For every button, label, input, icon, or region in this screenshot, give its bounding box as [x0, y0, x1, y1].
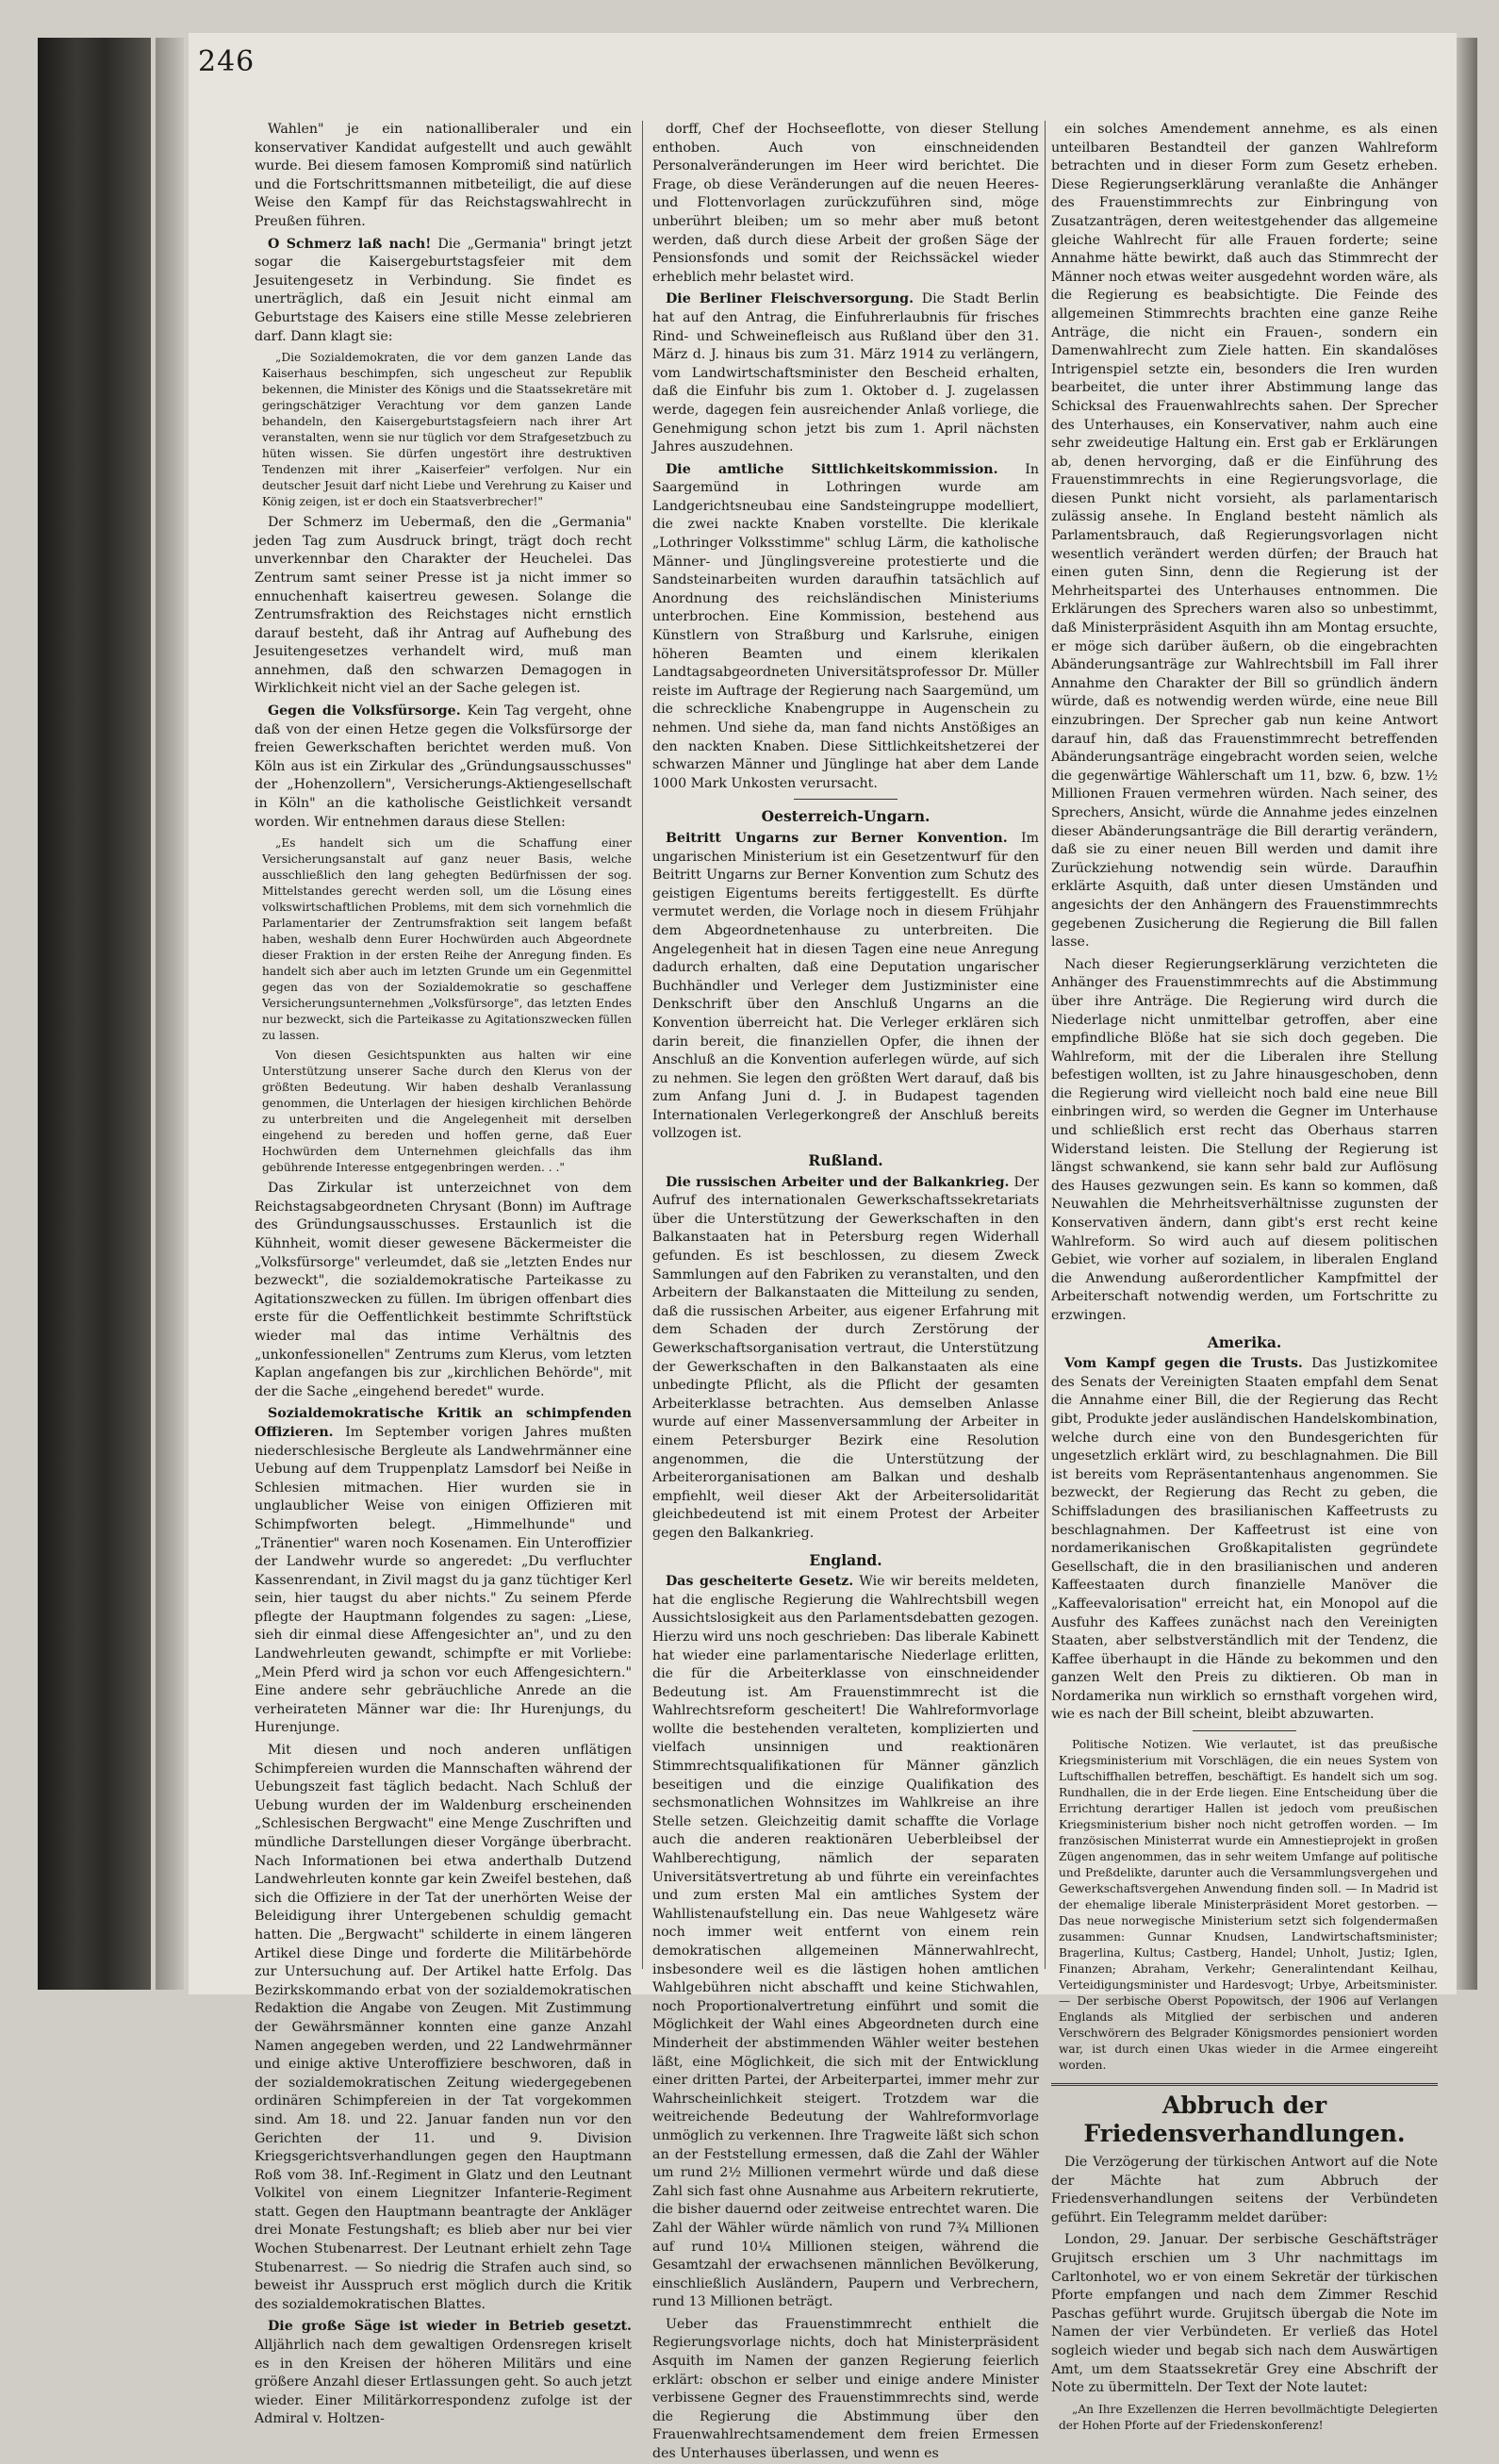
- column-1: [255, 121, 633, 2427]
- book-binding: [38, 38, 151, 1990]
- divider: [794, 799, 898, 800]
- paragraph: [652, 830, 1039, 1144]
- binding-gutter: [156, 38, 184, 1990]
- paragraph: [652, 1573, 1039, 2312]
- paragraph: [652, 1174, 1039, 1544]
- quote: „Es handelt sich um die Schaffung einer Versicherungsanstalt auf ganz neuer Basis, welche ausschließlich den lang gehegten Bedürfnissen der sog. Mittelstandes gerecht werden soll, um die Lösung eines volkswirtschaftlichen Problems, mit dem sich vornehmlich die Parlamentarier der Zentrumsfraktion seit langem befaßt haben, weshalb denn Eurer Hochwürden auch Abgeordnete dieser Fraktion in der ersten Reihe der Anregung finden. Es handelt sich aber auch im letzten Grunde um ein Gegenmittel gegen das von der Sozialdemokratie so geschaffene Versicherungsunternehmen „Volksfürsorge", das letzten Endes nur bezweckt, sich die Parteikasse zu Agitationszwecken füllen zu lassen.: [262, 836, 632, 1043]
- paragraph-text: Wie wir bereits meldeten, hat die englische Regierung die Wahlrechtsbill wegen Aussichtslosigkeit aus den Parlamentsdebatten gezogen. Hierzu wird uns noch geschrieben: Das liberale Kabinett hat wieder eine parlamentarische Niederlage erlitten, die für die Arbeiterklasse von einschneidender Bedeutung ist. Am Frauenstimmrecht ist die Wahlrechtsreform gescheitert! Die Wahlreformvorlage wollte die bestehenden veralteten, komplizierten und vielfach unsinnigen und reaktionären Stimmrechtsqualifikationen für Männer gänzlich beseitigen und die einzige Qualifikation des sechsmonatlichen Wohnsitzes im Wahlkreise an ihre Stelle setzen. Gleichzeitig damit schaffte die Vorlage auch die anderen reaktionären Ueberbleibsel der Wahlberechtigung, nämlich der separaten Universitätsvertretung ab und führte ein vereinfachtes und zum ersten Mal ein amtliches System der Wahllistenaufstellung ein. Das neue Wahlgesetz wäre noch immer weit entfernt von einem rein demokratischen allgemeinen Männerwahlrecht, insbesondere weil es die lästigen hohen amtlichen Wahlgebühren nicht abschafft und keine Stichwahlen, noch Proportionalvertretung einführt und somit die Möglichkeit der Wahl eines Abgeordneten durch eine Minderheit der abstimmenden Wähler weiter bestehen läßt, eine Möglichkeit, die sich mit der Entwicklung einer dritten Partei, der Arbeiterpartei, immer mehr zur Wahrscheinlichkeit steigert. Trotzdem war die weitreichende Bedeutung der Wahlreformvorlage unmöglich zu verkennen. Ihre Tragweite läßt sich schon an der Feststellung ermessen, daß die Zahl der Wähler um rund 2½ Millionen vermehrt würde und daß diese Zahl sich fast ohne Ausnahme aus Arbeitern rekrutierte, die bisher dauernd oder zeitweise entrechtet waren. Die Zahl der Wähler würde nämlich von rund 7¾ Millionen auf rund 10¼ Millionen steigen, während die Gesamtzahl der erwachsenen männlichen Bevölkerung, einschließlich Ausländern, Paupern und Verbrechern, rund 13 Millionen beträgt.: [652, 1574, 1040, 2310]
- paragraph: Nach dieser Regierungserklärung verzichteten die Anhänger des Frauenstimmrechts auf die Abstimmung über ihre Anträge. Die Regierung wird durch die Niederlage nicht unmittelbar getroffen, aber eine empfindliche Blöße hat sie sich doch gegeben. Die Wahlreform, mit der die Liberalen ihre Stellung befestigen wollten, ist zu Jahre hinausgeschoben, denn die Regierung wird vielleicht noch bald eine neue Bill einbringen wird, so werden die Gegner im Unterhause und schließlich erst recht das Oberhaus starren Widerstand leisten. Die Stellung der Regierung ist längst schwankend, sie kann sehr bald zur Auflösung des Hauses gezwungen sein. Es kann so kommen, daß Neuwahlen die Mehrheitsverhältnisse zugunsten der Konservativen ändern, dann gibt's erst recht keine Wahlreform. So wird auch auf diesem politischen Gebiet, wie vorher auf sozialem, in liberalen England die Anwendung außerordentlicher Kampfmittel der Arbeiterschaft notwendig werden, um Fortschritte zu erzwingen.: [1051, 956, 1438, 1323]
- paragraph: Die Verzögerung der türkischen Antwort auf die Note der Mächte hat zum Abbruch der Friedensverhandlungen seitens der Verbündeten geführt. Ein Telegramm meldet darüber:: [1051, 2155, 1438, 2225]
- column-rule: [642, 121, 643, 1969]
- article-heading: Das gescheiterte Gesetz.: [666, 1574, 854, 1590]
- paragraph: dorff, Chef der Hochseeflotte, von dieser Stellung enthoben. Auch von einschneidenden Personalveränderungen im Heer wird berichtet. Die Frage, ob diese Veränderungen auf die neuen Heeres- und Flottenvorlagen zurückzuführen sind, möge unberührt bleiben; um so mehr aber muß betont werden, daß durch diese Arbeit der großen Säge der Pensionsfonds und somit der Reichssäckel wieder erheblich mehr belastet wird.: [652, 122, 1039, 285]
- paragraph-text: Das Justizkomitee des Senats der Vereinigten Staaten empfahl dem Senat die Annahme einer Bill, die der Regierung das Recht gibt, Produkte jeder ausländischen Handelskombination, welche durch eine von den Bundesgerichten für ungesetzlich erklärt wird, zu beschlagnahmen. Die Bill ist bereits vom Repräsentantenhaus angenommen. Sie bezweckt, der Regierung das Recht zu geben, die Schiffsladungen des brasilianischen Kaffeetrusts zu beschlagnahmen. Der Kaffeetrust ist eine von nordamerikanischen Großkapitalisten gegründete Gesellschaft, die in den brasilianischen und anderen Kaffeestaaten durch finanzielle Manöver die „Kaffeevalorisation" erreicht hat, ein Monopol auf die Ausfuhr des Kaffees zunächst nach den Vereinigten Staaten, aber selbstverständlich mit der Tendenz, die Kaffee überhaupt in die Hände zu bekommen und den ganzen Welt den Preis zu diktieren. Ob man in Nordamerika nun wirklich so ernsthaft vorgehen wird, wie es nach der Bill scheint, bleibt abzuwarten.: [1051, 1356, 1438, 1723]
- article-heading: O Schmerz laß nach!: [268, 236, 432, 252]
- article-heading: Gegen die Volksfürsorge.: [268, 703, 461, 719]
- section-title: England.: [809, 1550, 882, 1569]
- column-2: [652, 121, 1040, 2462]
- paragraph: [255, 236, 632, 347]
- divider: [1193, 1730, 1296, 1731]
- paragraph-text: Der Aufruf des internationalen Gewerkschaftssekretariats über die Unterstützung der Gewerkschaften in den Balkanstaaten hat in Petersburg regen Widerhall gefunden. Es ist beschlossen, zu diesem Zweck Sammlungen auf den Fabriken zu veranstalten, und den Arbeitern der Balkanstaaten die Mitteilung zu senden, daß die russischen Arbeiter, aus eigener Erfahrung mit dem Schaden der durch Zerstörung der Gewerkschaftsorganisation vertraut, die Unterstützung der Gewerkschaften in den Balkanstaaten als eine unbedingte Pflicht, als die Pflicht der gesamten Arbeiterklasse betrachten. Aus demselben Anlasse wurde auf einer Massenversammlung der Arbeiter in einem Petersburger Bezirk eine Resolution angenommen, die die Unterstützung der Arbeiterorganisationen am Balkan und deshalb empfiehlt, weil dieser Akt der Arbeitersolidarität gleichbedeutend ist mit einem Protest der Arbeiter gegen den Balkankrieg.: [652, 1174, 1039, 1541]
- article-heading: Vom Kampf gegen die Trusts.: [1064, 1356, 1303, 1372]
- section-title: Oesterreich-Ungarn.: [761, 807, 931, 826]
- paragraph-text: Kein Tag vergeht, ohne daß von der einen Hetze gegen die Volksfürsorge der freien Gewerkschaften berichtet werden muß. Von Köln aus ist ein Zirkular des „Gründungsausschusses" der „Hohenzollern", Versicherungs-Aktiengesellschaft in Köln" an die katholische Geistlichkeit versandt worden. Wir entnehmen daraus diese Stellen:: [255, 703, 632, 830]
- column-rule: [1045, 121, 1046, 1969]
- article-heading: Beitritt Ungarns zur Berner Konvention.: [666, 830, 1008, 846]
- paragraph: Wahlen" je ein nationalliberaler und ein konservativer Kandidat aufgestellt und auch gewählt wurde. Bei diesem famosen Kompromiß sind natürlich und die Fortschrittsmannen mitbeteiligt, die auf diese Weise den Kampf für das Reichstagswahlrecht in Preußen führen.: [255, 122, 632, 229]
- paragraph-text: Im September vorigen Jahres mußten niederschlesische Bergleute als Landwehrmänner eine Uebung auf dem Truppenplatz Lamsdorf bei Neiße in Schlesien mitmachen. Hier wurden sie in unglaublicher Weise von einigen Offizieren mit Schimpfworten belegt. „Himmelhunde" und „Tränentier" waren noch Kosenamen. Ein Unteroffizier der Landwehr wurde so angeredet: „Du verfluchter Kassenrendant, in Zivil magst du ja ganz tüchtiger Kerl sein, hier taugst du aber nichts." Zu seinem Pferde pflegte der Hauptmann folgendes zu sagen: „Liese, sieh dir einmal diese Affengesichter an", und zu den Landwehrleuten gewandt, schimpfte er mit Vorliebe: „Mein Pferd wird ja schon vor euch Affengesichtern." Eine andere sehr gebräuchliche Anrede an die verheirateten Männer war die: Ihr Hurenjungs, du Hurenjunge.: [255, 1424, 632, 1736]
- paragraph: [652, 461, 1039, 794]
- paragraph: ein solches Amendement annehme, es als einen unteilbaren Bestandteil der ganzen Wahlreform betrachten und in dieser Form zum Gesetz erheben. Diese Regierungserklärung veranlaßte die Anhänger des Frauenstimmrechts zur Einbringung von Zusatzanträgen, deren weitestgehender das allgemeine gleiche Wahlrecht für alle Frauen forderte; seine Annahme hätte bewirkt, daß auch das Stimmrecht der Männer noch etwas weiter ausgedehnt worden wäre, als die Regierung es beabsichtigte. Die Feinde des allgemeinen Stimmrechts brachten eine ganze Reihe Anträge, die nicht ein Frauen-, sondern ein Damenwahlrecht zum Ziele hatten. Ein skandalöses Intrigenspiel setzte ein, besonders die Iren wurden bearbeitet, die unter ihrer Abstimmung lange das Schicksal des Frauenwahlrechts sahen. Der Sprecher des Unterhauses, ein Konservativer, nahm auch eine sehr zweideutige Haltung ein. Erst gab er Erklärungen ab, denen hervorging, daß er die Einführung des Frauenstimmrechts in eine Regierungsvorlage, die diesen Punkt nicht vorsieht, als parlamentarisch zulässig ansehe. In England besteht nämlich als Parlamentsbrauch, daß Regierungsvorlagen nicht wesentlich verändert werden dürfen; der Brauch hat einen guten Sinn, denn die Regierung ist der Mehrheitspartei des Unterhauses entnommen. Die Erklärungen des Sprechers waren also so unbestimmt, daß Ministerpräsident Asquith ihn am Montag ersuchte, er möge sich darüber äußern, ob die eingebrachten Abänderungsanträge zur Wahlrechtsbill im Fall ihrer Annahme den Charakter der Bill so gründlich ändern würde, daß es notwendig werden würde, eine neue Bill einzubringen. Der Sprecher gab nun keine Antwort darauf hin, daß das Frauenstimmrecht betreffenden Abänderungsanträge eingebracht worden seien, welche die gegenwärtige Wählerschaft um 11, bzw. 6, bzw. 1½ Millionen Frauen vermehren würden. Nach seiner, des Sprechers, Ansicht, würde die Annahme jedes einzelnen dieser Abänderungsanträge die Bill derartig verändern, daß sie zu einer neuen Bill werden und damit ihre Zurückziehung notwendig sein würde. Daraufhin erklärte Asquith, daß unter diesen Umständen und angesichts der den Anhängern des Frauenstimmrechts gegebenen Zusicherung die Regierung die Bill fallen lasse.: [1051, 122, 1438, 951]
- paragraph: London, 29. Januar. Der serbische Geschäftsträger Grujitsch erschien um 3 Uhr nachmittags im Carltonhotel, wo er von einem Sekretär der türkischen Pforte empfangen und nach dem Zimmer Reschid Paschas geführt wurde. Grujitsch übergab die Note im Namen der vier Verbündeten. Er verließ das Hotel sogleich wieder und begab sich nach dem Auswärtigen Amt, um dem Staatssekretär Grey eine Abschrift der Note zu übermitteln. Der Text der Note lautet:: [1051, 2232, 1438, 2396]
- paragraph: Mit diesen und noch anderen unflätigen Schimpfereien wurden die Mannschaften während der Uebungszeit fast täglich bedacht. Nach Schluß der Uebung wurden der im Waldenburg erscheinenden „Schlesischen Bergwacht" eine Menge Zuschriften und mündliche Darstellungen dieser Vorgänge überbracht. Nach Informationen bei etwa anderthalb Dutzend Landwehrleuten konnte gar kein Zweifel bestehen, daß sich die Offiziere in der Tat der unerhörten Weise der Beleidigung ihrer Untergebenen schuldig gemacht hatten. Die „Bergwacht" schilderte in einem längeren Artikel diese Dinge und forderte die Militärbehörde zur Untersuchung auf. Der Artikel hatte Erfolg. Das Bezirkskommando erbat von der sozialdemokratischen Redaktion die Angabe von Zeugen. Mit Zustimmung der Gewährsmänner konnten eine ganze Anzahl Namen angegeben werden, und 22 Landwehrmänner und einige aktive Unteroffiziere beschworen, daß in der sozialdemokratischen Zeitung wiedergegebenen ordinären Schimpfereien in der Tat vorgekommen sind. Am 18. und 22. Januar fanden nun vor den Gerichten der 11. und 9. Division Kriegsgerichtsverhandlungen gegen den Hauptmann Roß vom 38. Inf.-Regiment in Glatz und den Leutnant Volkitel von einem Liegnitzer Infanterie-Regiment statt. Gegen den Hauptmann beantragte der Ankläger drei Monate Festungshaft; es blieb aber nur bei vier Wochen Stubenarrest. Der Leutnant erhielt zehn Tage Stubenarrest. — So niedrig die Strafen auch sind, so beweist ihr Ausspruch erst möglich durch die Kritik des sozialdemokratischen Blattes.: [255, 1743, 632, 2312]
- section-title: Amerika.: [1207, 1332, 1282, 1351]
- paragraph: Das Zirkular ist unterzeichnet von dem Reichstagsabgeordneten Chrysant (Bonn) im Auftrage des Gründungsausschusses. Erstaunlich ist die Kühnheit, womit dieser gewesene Bäckermeister die „Volksfürsorge" verleumdet, daß sie „letzten Endes nur bezweckt", die sozialdemokratische Parteikasse zu Agitationszwecken zu füllen. Im übrigen offenbart dies erste für die Oeffentlichkeit bestimmte Schriftstück wieder mal das intime Verhältnis des „unkonfessionellen" Zentrums zum Klerus, vom letzten Kaplan angefangen bis zur „kirchlichen Behörde", mit der die Sache „eingehend beredet" wurde.: [255, 1181, 632, 1399]
- paragraph: [255, 703, 632, 832]
- quote: Von diesen Gesichtspunkten aus halten wir eine Unterstützung unserer Sache durch den Klerus von der größten Bedeutung. Wir haben deshalb Veranlassung genommen, die Unterlagen der hiesigen kirchlichen Behörde zu unterbreiten und die Angelegenheit mit derselben eingehend zu bereden und hoffen gerne, daß Euer Hochwürden dem Unternehmen gleichfalls das ihm gebührende Interesse entgegenbringen werden. . .": [262, 1049, 632, 1175]
- paragraph: [652, 290, 1039, 456]
- paragraph: Ueber das Frauenstimmrecht enthielt die Regierungsvorlage nichts, doch hat Ministerpräsident Asquith im Namen der ganzen Regierung feierlich erklärt: obschon er selber und einige andere Minister verbissene Gegner des Frauenstimmrechts sind, werde die Regierung die Abstimmung über den Frauenwahlrechtsamendement dem freien Ermessen des Unterhauses überlassen, und wenn es: [652, 2316, 1039, 2462]
- article-heading: Die Berliner Fleischversorgung.: [666, 291, 914, 307]
- paragraph: [1051, 1355, 1438, 1725]
- quote: „Die Sozialdemokraten, die vor dem ganzen Lande das Kaiserhaus beschimpfen, sich ungescheut zur Republik bekennen, die Minister des Königs und die Staatssekretäre mit geringschätziger Verachtung vor dem ganzen Lande behandeln, den Kaisergeburtstagsfeiern nach ihrer Art veranstalten, wenn sie nur tüglich vor dem Strafgesetzbuch zu hüten wissen. Sie dürfen ungestört ihre destruktiven Tendenzen mit ihrer „Kaiserfeier" verfolgen. Nur ein deutscher Jesuit darf nicht Liebe und Verehrung zu Kaiser und König zeigen, ist er doch ein Staatsverbrecher!": [262, 351, 632, 509]
- article-heading: Sozialdemokratische Kritik an schimpfenden Offizieren.: [255, 1406, 632, 1440]
- paragraph-text: In Saargemünd in Lothringen wurde am Landgerichtsneubau eine Sandsteingruppe modelliert, die zwei nackte Knaben vorstellte. Die klerikale „Lothringer Volksstimme" schlug Lärm, die katholische Männer- und Jünglingsvereine protestierte und die Sandsteinarbeiten wurden daraufhin tatsächlich auf Anordnung des reichsländischen Ministeriums unterbrochen. Eine Kommission, bestehend aus Künstlern von Straßburg und Karlsruhe, einigen höheren Beamten und einem klerikalen Landtagsabgeordneten Universitätsprofessor Dr. Müller reiste im Auftrage der Regierung nach Saargemünd, um die schreckliche Knabengruppe in Augenschein zu nehmen. Und siehe da, man fand nichts Anstößiges an den nackten Knaben. Diese Sittlichkeitshetzerei der schwarzen Männer und Jünglinge hat aber dem Lande 1000 Mark Unkosten verursacht.: [652, 461, 1039, 791]
- political-notes: Politische Notizen. Wie verlautet, ist das preußische Kriegsministerium mit Vorschlägen, die ein neues System von Luftschiffhallen betreffen, beschäftigt. Es handelt sich um sog. Rundhallen, die in der Erde liegen. Eine Entscheidung über die Errichtung derartiger Hallen ist jedoch vom preußischen Kriegsministerium bisher noch nicht getroffen worden. — Im französischen Ministerrat wurde ein Amnestieprojekt in großen Zügen angenommen, das in sehr weitem Umfange auf politische und Preßdelikte, darunter auch die Versammlungsvergehen und Gewerkschaftsvergehen Anwendung finden soll. — In Madrid ist der ehemalige liberale Ministerpräsident Moret gestorben. — Das neue norwegische Ministerium setzt sich folgendermaßen zusammen: Gunnar Knudsen, Landwirtschaftsminister; Bragerlina, Kultus; Castberg, Handel; Unholt, Justiz; Iglen, Finanzen; Abraham, Verkehr; Generalintendant Keilhau, Verteidigungsminister und Hardesvogt; Urbye, Arbeitsminister. — Der serbische Oberst Popowitsch, der 1906 auf Verlangen Englands als Mitglied der serbischen und anderen Verschwörern des Belgrader Königsmordes pensioniert worden war, ist durch einen Ukas wieder in die Armee eingereiht worden.: [1059, 1738, 1438, 2073]
- quote: „An Ihre Exzellenzen die Herren bevollmächtigte Delegierten der Hohen Pforte auf der Friedenskonferenz!: [1059, 2402, 1438, 2432]
- paragraph-text: Die Stadt Berlin hat auf den Antrag, die Einfuhrerlaubnis für frisches Rind- und Schweinefleisch aus Rußland über den 31. März d. J. hinaus bis zum 31. März 1914 zu verlängern, vom Landwirtschaftsminister den Bescheid erhalten, daß die Einfuhr bis zum 1. Oktober d. J. zugelassen werde, dagegen fein ausreichender Anlaß vorliege, die Genehmigung schon jetzt bis zum 1. April nächsten Jahres auszudehnen.: [652, 291, 1040, 455]
- paragraph: [255, 1405, 632, 1738]
- paragraph-text: Die „Germania" bringt jetzt sogar die Kaisergeburtstagsfeier mit dem Jesuitengesetz in Verbindung. Sie findet es unerträglich, daß ein Jesuit nicht einmal am Geburtstage des Kaisers eine stille Messe zelebrieren darf. Dann klagt sie:: [255, 236, 633, 344]
- paragraph: Der Schmerz im Uebermaß, den die „Germania" jeden Tag zum Ausdruck bringt, trägt doch recht unverkennbar den Charakter der Heuchelei. Das Zentrum samt seiner Presse ist ja nicht immer so ennuchenhaft kaisertreu gewesen. Solange die Zentrumsfraktion des Reichstages nicht ernstlich darauf besteht, daß ihr Antrag auf Aufhebung des Jesuitengesetzes verhandelt wird, muß man annehmen, daß den schwarzen Demagogen in Wirklichkeit nicht viel an der Sache gelegen ist.: [255, 515, 632, 697]
- paragraph-text: Im ungarischen Ministerium ist ein Gesetzentwurf für den Beitritt Ungarns zur Berner Konvention zum Schutz des geistigen Eigentums bereits fertiggestellt. Es dürfte vermutet werden, die Vorlage noch in diesem Frühjahr dem Abgeordnetenhause zu unterbreiten. Die Angelegenheit hat in diesen Tagen eine neue Anregung dadurch erhalten, daß eine Deputation ungarischer Buchhändler und Verleger dem Justizminister eine Denkschrift über den Anschluß Ungarns an die Konvention überreicht hat. Die Verleger erklären sich darin bereit, die finanziellen Opfer, die ihnen der Anschluß an die Konvention auferlegen würde, auf sich zu nehmen. Sie legen den größten Wert darauf, daß bis zum Anfang Juni d. J. in Budapest tagenden Internationalen Verlegerkongreß der Anschluß bereits vollzogen ist.: [652, 830, 1040, 1142]
- section-title: Rußland.: [808, 1151, 883, 1170]
- paragraph-text: Alljährlich nach dem gewaltigen Ordensregen kriselt es in den Kreisen der höheren Militärs und eine größere Anzahl dieser Ertlassungen geht. So auch jetzt wieder. Einer Militärkorrespondenz zufolge ist der Admiral v. Holtzen-: [255, 2338, 632, 2427]
- column-3: [1051, 121, 1438, 2432]
- article-heading: Die große Säge ist wieder in Betrieb gesetzt.: [268, 2319, 632, 2335]
- paragraph: [255, 2318, 632, 2429]
- article-heading: Die russischen Arbeiter und der Balkankrieg.: [666, 1174, 1010, 1190]
- page-edge: [1457, 38, 1477, 1990]
- headline: Abbruch der Friedensverhandlungen.: [1051, 2083, 1438, 2148]
- article-heading: Die amtliche Sittlichkeitskommission.: [666, 461, 998, 477]
- page-number: 246: [198, 45, 255, 78]
